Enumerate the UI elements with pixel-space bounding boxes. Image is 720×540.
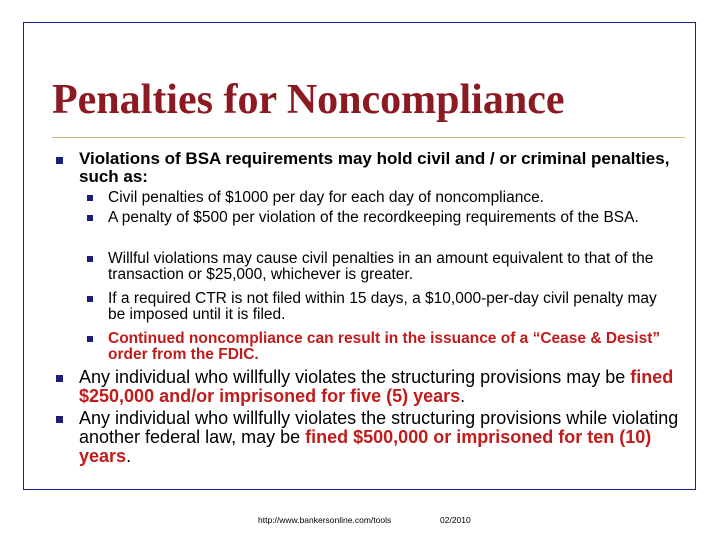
bullet-icon bbox=[87, 296, 93, 302]
federal-law-text: Any individual who willfully violates the structuring provisions while violating another federal law, may be bbox=[79, 408, 679, 447]
sub-bullet-cease-desist: Continued noncompliance can result in the issuance of a “Cease & Desist” order from the FDIC. bbox=[108, 330, 661, 363]
sub-bullet-recordkeeping: A penalty of $500 per violation of the recordkeeping requirements of the BSA. bbox=[108, 209, 639, 226]
bullet-icon bbox=[87, 256, 93, 262]
structuring-penalty: fined $250,000 and/or imprisoned for five (5) years bbox=[79, 367, 674, 406]
sub-bullet-civil-penalties: Civil penalties of $1000 per day for each day of noncompliance. bbox=[108, 189, 544, 206]
slide-title: Penalties for Noncompliance bbox=[52, 77, 565, 123]
federal-law-end: . bbox=[126, 446, 132, 466]
bullet-icon bbox=[87, 195, 93, 201]
sub-bullet-ctr: If a required CTR is not filed within 15 days, a $10,000-per-day civil penalty may be imposed until it is filed. bbox=[108, 290, 657, 323]
main-bullet-federal-law bbox=[79, 409, 689, 466]
bullet-icon bbox=[87, 336, 93, 342]
bullet-icon bbox=[56, 416, 63, 423]
main-bullet-violations: Violations of BSA requirements may hold civil and / or criminal penalties, such as: bbox=[79, 149, 670, 186]
main-bullet-structuring bbox=[79, 368, 689, 406]
footer-date: 02/2010 bbox=[440, 515, 471, 525]
bullet-icon bbox=[87, 215, 93, 221]
federal-law-penalty: fined $500,000 or imprisoned for ten (10) years bbox=[79, 427, 652, 466]
footer-url[interactable]: http://www.bankersonline.com/tools bbox=[258, 515, 392, 525]
structuring-end: . bbox=[460, 386, 466, 406]
bullet-icon bbox=[56, 157, 63, 164]
structuring-text: Any individual who willfully violates the structuring provisions may be bbox=[79, 367, 631, 387]
sub-bullet-willful-violations: Willful violations may cause civil penalties in an amount equivalent to that of the transaction or $25,000, whichever is greater. bbox=[108, 250, 654, 283]
title-divider bbox=[52, 137, 685, 138]
bullet-icon bbox=[56, 375, 63, 382]
